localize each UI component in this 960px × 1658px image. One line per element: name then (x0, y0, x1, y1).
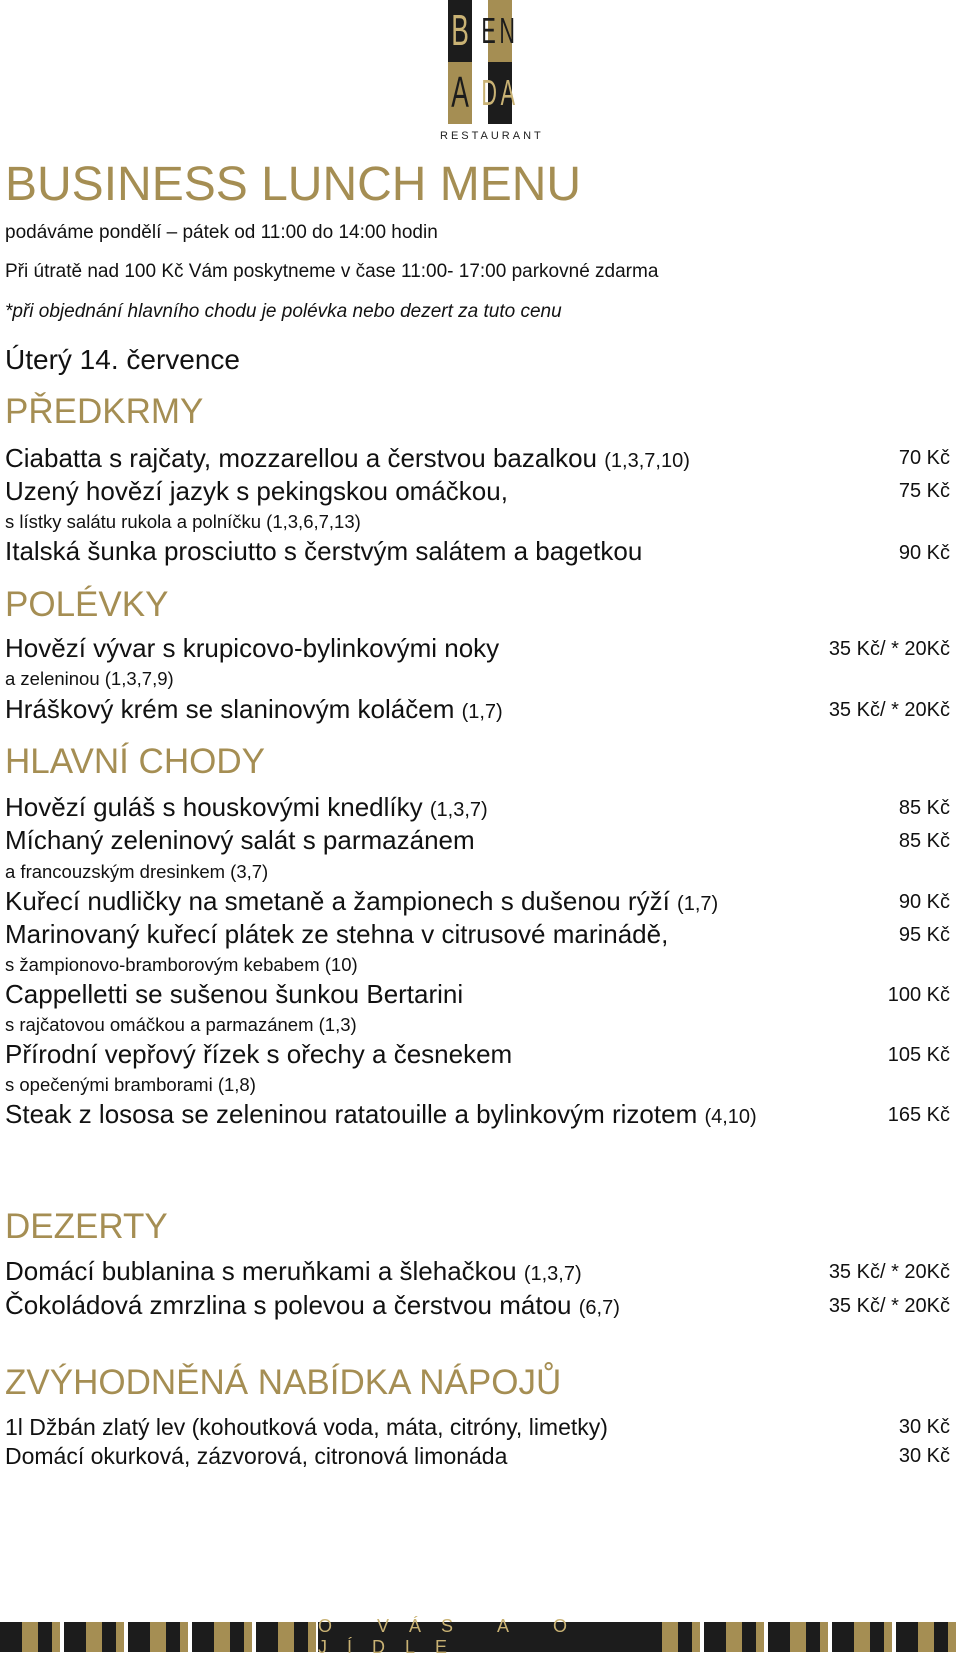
section-heading-soups: POLÉVKY (5, 585, 169, 624)
menu-title: BUSINESS LUNCH MENU (5, 158, 582, 211)
parking-info: Při útratě nad 100 Kč Vám poskytneme v čase 11:00- 17:00 parkovné zdarma (5, 261, 659, 282)
menu-note: *při objednání hlavního chodu je polévka nebo dezert za tuto cenu (5, 301, 562, 322)
dish-name: Kuřecí nudličky na smetaně a žampionech s dušenou rýží (1,7) (5, 886, 719, 916)
logo (440, 0, 544, 148)
dish-name: Hovězí guláš s houskovými knedlíky (1,3,7) (5, 792, 488, 822)
dish-price: 165 Kč (887, 1104, 950, 1126)
dish-price: 90 Kč (898, 891, 950, 913)
dish-price: 35 Kč/ * 20Kč (828, 1261, 950, 1283)
hours-info: podáváme pondělí – pátek od 11:00 do 14:00 hodin (5, 222, 438, 243)
dish-name: Přírodní vepřový řízek s ořechy a česnekem (5, 1039, 513, 1069)
menu-date: Úterý 14. července (5, 344, 240, 375)
logo-letter: A (448, 62, 472, 124)
dish-name: Čokoládová zmrzlina s polevou a čerstvou mátou (6,7) (5, 1290, 620, 1320)
logo-letter: B (448, 0, 472, 62)
dish-description: s rajčatovou omáčkou a parmazánem (1,3) (5, 1014, 357, 1035)
logo-grid (440, 0, 520, 124)
dish-price: 70 Kč (898, 447, 950, 469)
dish-name: Ciabatta s rajčaty, mozzarellou a čerstvou bazalkou (1,3,7,10) (5, 443, 690, 473)
dish-name: Hovězí vývar s krupicovo-bylinkovými noky (5, 633, 500, 663)
dish-description: a francouzským dresinkem (3,7) (5, 861, 269, 882)
dish-price: 35 Kč/ * 20Kč (828, 1295, 950, 1317)
allergen-codes: (1,3,7,10) (604, 450, 690, 472)
dish-name: Steak z lososa se zeleninou ratatouille a bylinkovým rizotem (4,10) (5, 1099, 757, 1129)
dish-name: Italská šunka prosciutto s čerstvým salátem a bagetkou (5, 536, 643, 566)
dish-name: Uzený hovězí jazyk s pekingskou omáčkou, (5, 476, 508, 506)
dish-description: s žampionovo-bramborovým kebabem (10) (5, 954, 358, 975)
section-heading-drinks: ZVÝHODNĚNÁ NABÍDKA NÁPOJŮ (5, 1363, 562, 1402)
footer-strip (0, 1616, 960, 1657)
drink-name: 1l Džbán zlatý lev (kohoutková voda, máta, citróny, limetky) (5, 1414, 608, 1440)
dish-name: Domácí bublanina s meruňkami a šlehačkou (1,3,7) (5, 1256, 582, 1286)
dish-price: 100 Kč (887, 984, 950, 1006)
logo-letter: DA (488, 62, 512, 124)
footer-tagline: O VÁS A O JÍDLE (318, 1622, 648, 1652)
dish-description: a zeleninou (1,3,7,9) (5, 668, 174, 689)
dish-price: 85 Kč (898, 797, 950, 819)
dish-price: 35 Kč/ * 20Kč (828, 638, 950, 660)
allergen-codes: (1,7) (677, 893, 719, 915)
dish-price: 35 Kč/ * 20Kč (828, 699, 950, 721)
drink-name: Domácí okurková, zázvorová, citronová limonáda (5, 1443, 508, 1469)
dish-price: 75 Kč (898, 480, 950, 502)
dish-name: Míchaný zeleninový salát s parmazánem (5, 825, 475, 855)
dish-description: s lístky salátu rukola a polníčku (1,3,6,7,13) (5, 511, 361, 532)
logo-subtitle: RESTAURANT (440, 130, 544, 142)
dish-price: 85 Kč (898, 830, 950, 852)
section-heading-mains: HLAVNÍ CHODY (5, 742, 265, 781)
dish-name: Hráškový krém se slaninovým koláčem (1,7) (5, 694, 503, 724)
dish-price: 90 Kč (898, 542, 950, 564)
dish-price: 95 Kč (898, 924, 950, 946)
dish-name: Marinovaný kuřecí plátek ze stehna v citrusové marinádě, (5, 919, 669, 949)
dish-name: Cappelletti se sušenou šunkou Bertarini (5, 979, 464, 1009)
section-heading-starters: PŘEDKRMY (5, 392, 204, 431)
drink-price: 30 Kč (898, 1445, 950, 1467)
drink-price: 30 Kč (898, 1416, 950, 1438)
logo-letter: EN (488, 0, 512, 62)
allergen-codes: (6,7) (578, 1297, 620, 1319)
dish-price: 105 Kč (887, 1044, 950, 1066)
allergen-codes: (1,7) (461, 701, 503, 723)
dish-description: s opečenými bramborami (1,8) (5, 1074, 256, 1095)
allergen-codes: (1,3,7) (429, 799, 488, 821)
section-heading-desserts: DEZERTY (5, 1207, 168, 1246)
allergen-codes: (1,3,7) (523, 1263, 582, 1285)
allergen-codes: (4,10) (704, 1106, 757, 1128)
